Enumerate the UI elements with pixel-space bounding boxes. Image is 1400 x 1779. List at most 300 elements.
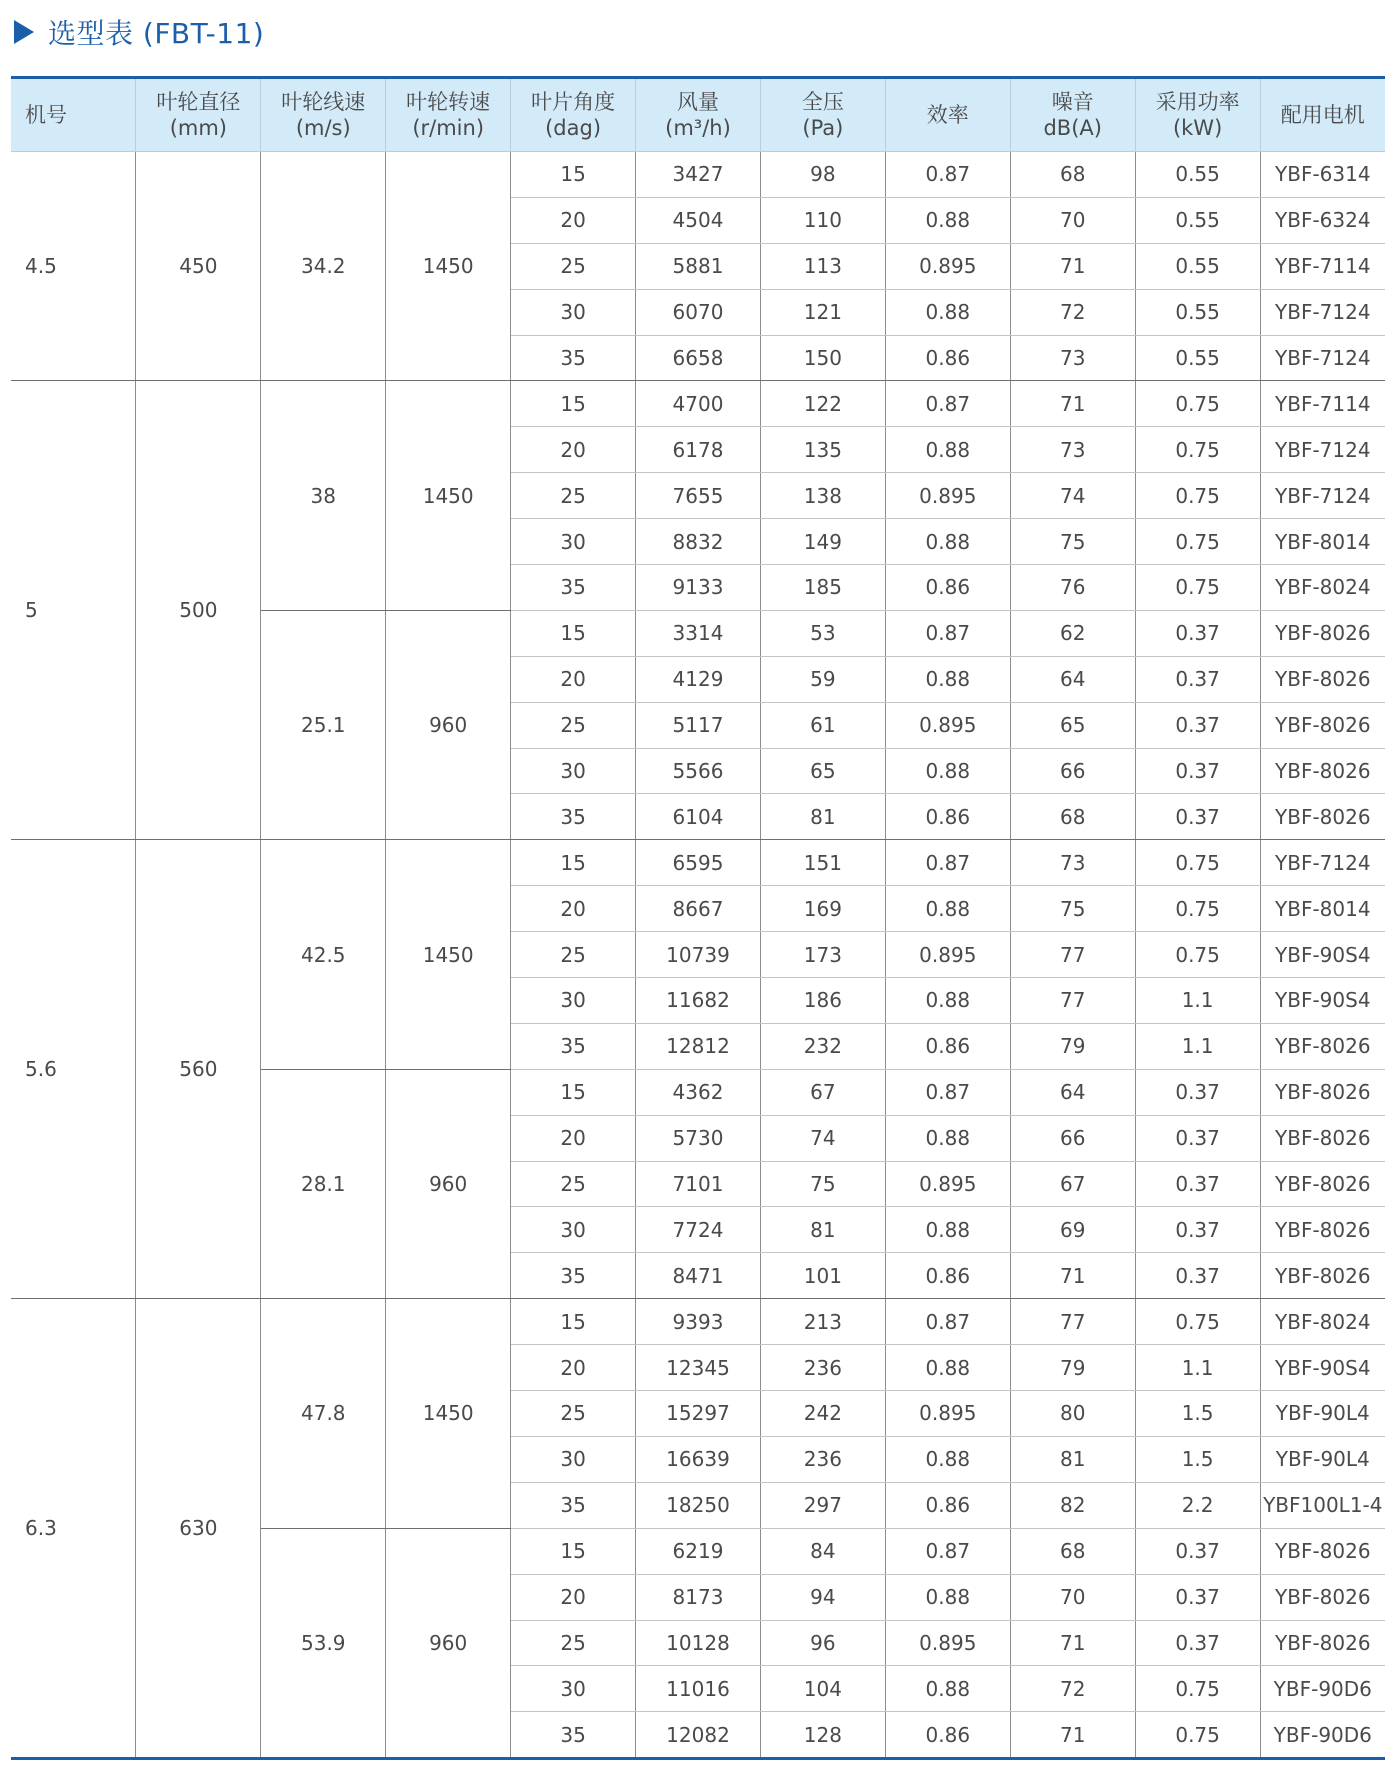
power-cell: 0.37 <box>1135 1115 1260 1161</box>
column-header-name: 噪音 <box>1051 90 1094 114</box>
efficiency-cell: 0.86 <box>885 1023 1010 1069</box>
total-pressure-cell: 213 <box>760 1299 885 1345</box>
impeller-linear-speed-cell: 42.5 <box>261 840 386 1069</box>
power-cell: 1.1 <box>1135 1023 1260 1069</box>
motor-cell: YBF-8026 <box>1260 1207 1385 1253</box>
blade-angle-cell: 20 <box>511 886 636 932</box>
impeller-linear-speed-cell: 25.1 <box>261 610 386 839</box>
impeller-diameter-cell: 500 <box>136 381 261 840</box>
efficiency-cell: 0.895 <box>885 1620 1010 1666</box>
noise-cell: 74 <box>1010 473 1135 519</box>
column-header-unit: (r/min) <box>412 116 485 140</box>
efficiency-cell: 0.88 <box>885 886 1010 932</box>
blade-angle-cell: 30 <box>511 519 636 565</box>
triangle-bullet-icon <box>14 20 34 44</box>
noise-cell: 72 <box>1010 1666 1135 1712</box>
air-volume-cell: 5566 <box>636 748 761 794</box>
air-volume-cell: 4700 <box>636 381 761 427</box>
total-pressure-cell: 122 <box>760 381 885 427</box>
noise-cell: 71 <box>1010 381 1135 427</box>
blade-angle-cell: 20 <box>511 1115 636 1161</box>
noise-cell: 79 <box>1010 1023 1135 1069</box>
blade-angle-cell: 20 <box>511 427 636 473</box>
air-volume-cell: 10739 <box>636 932 761 978</box>
impeller-rpm-cell: 1450 <box>386 840 511 1069</box>
model-number-cell: 6.3 <box>11 1299 136 1759</box>
impeller-diameter-cell: 450 <box>136 152 261 381</box>
total-pressure-cell: 236 <box>760 1345 885 1391</box>
blade-angle-cell: 35 <box>511 1712 636 1759</box>
noise-cell: 77 <box>1010 978 1135 1024</box>
blade-angle-cell: 20 <box>511 656 636 702</box>
selection-table <box>11 76 1385 1760</box>
blade-angle-cell: 30 <box>511 1207 636 1253</box>
column-header-unit: (Pa) <box>802 116 844 140</box>
total-pressure-cell: 67 <box>760 1069 885 1115</box>
air-volume-cell: 16639 <box>636 1436 761 1482</box>
noise-cell: 68 <box>1010 794 1135 840</box>
noise-cell: 75 <box>1010 519 1135 565</box>
motor-cell: YBF-8026 <box>1260 1161 1385 1207</box>
column-header <box>885 78 1010 152</box>
motor-cell: YBF-8014 <box>1260 886 1385 932</box>
efficiency-cell: 0.87 <box>885 610 1010 656</box>
blade-angle-cell: 25 <box>511 932 636 978</box>
power-cell: 0.75 <box>1135 565 1260 611</box>
table-row <box>11 1299 1385 1345</box>
power-cell: 0.37 <box>1135 702 1260 748</box>
blade-angle-cell: 15 <box>511 1069 636 1115</box>
noise-cell: 75 <box>1010 886 1135 932</box>
efficiency-cell: 0.895 <box>885 473 1010 519</box>
power-cell: 0.37 <box>1135 794 1260 840</box>
efficiency-cell: 0.86 <box>885 794 1010 840</box>
motor-cell: YBF-8026 <box>1260 656 1385 702</box>
column-header-name: 配用电机 <box>1280 103 1365 127</box>
total-pressure-cell: 128 <box>760 1712 885 1759</box>
blade-angle-cell: 25 <box>511 1391 636 1437</box>
motor-cell: YBF-8026 <box>1260 1620 1385 1666</box>
total-pressure-cell: 121 <box>760 289 885 335</box>
noise-cell: 64 <box>1010 1069 1135 1115</box>
air-volume-cell: 4504 <box>636 197 761 243</box>
blade-angle-cell: 30 <box>511 748 636 794</box>
motor-cell: YBF-8026 <box>1260 702 1385 748</box>
column-header <box>136 78 261 152</box>
motor-cell: YBF-7124 <box>1260 473 1385 519</box>
blade-angle-cell: 30 <box>511 1666 636 1712</box>
total-pressure-cell: 135 <box>760 427 885 473</box>
air-volume-cell: 6219 <box>636 1528 761 1574</box>
total-pressure-cell: 61 <box>760 702 885 748</box>
power-cell: 0.37 <box>1135 1620 1260 1666</box>
column-header-name: 采用功率 <box>1155 90 1240 114</box>
blade-angle-cell: 35 <box>511 335 636 381</box>
blade-angle-cell: 15 <box>511 1528 636 1574</box>
efficiency-cell: 0.87 <box>885 1069 1010 1115</box>
noise-cell: 70 <box>1010 197 1135 243</box>
power-cell: 0.37 <box>1135 1253 1260 1299</box>
blade-angle-cell: 25 <box>511 702 636 748</box>
air-volume-cell: 12812 <box>636 1023 761 1069</box>
noise-cell: 71 <box>1010 243 1135 289</box>
total-pressure-cell: 84 <box>760 1528 885 1574</box>
noise-cell: 64 <box>1010 656 1135 702</box>
efficiency-cell: 0.88 <box>885 1666 1010 1712</box>
noise-cell: 67 <box>1010 1161 1135 1207</box>
air-volume-cell: 8667 <box>636 886 761 932</box>
noise-cell: 72 <box>1010 289 1135 335</box>
power-cell: 0.75 <box>1135 1712 1260 1759</box>
motor-cell: YBF-8026 <box>1260 748 1385 794</box>
impeller-linear-speed-cell: 47.8 <box>261 1299 386 1528</box>
blade-angle-cell: 25 <box>511 473 636 519</box>
column-header-unit: (m/s) <box>295 116 351 140</box>
total-pressure-cell: 94 <box>760 1574 885 1620</box>
blade-angle-cell: 35 <box>511 565 636 611</box>
total-pressure-cell: 138 <box>760 473 885 519</box>
air-volume-cell: 3427 <box>636 152 761 198</box>
total-pressure-cell: 81 <box>760 794 885 840</box>
power-cell: 1.1 <box>1135 1345 1260 1391</box>
blade-angle-cell: 20 <box>511 1574 636 1620</box>
efficiency-cell: 0.88 <box>885 519 1010 565</box>
impeller-linear-speed-cell: 53.9 <box>261 1528 386 1758</box>
motor-cell: YBF-90S4 <box>1260 978 1385 1024</box>
table-row <box>11 381 1385 427</box>
noise-cell: 71 <box>1010 1712 1135 1759</box>
air-volume-cell: 6070 <box>636 289 761 335</box>
efficiency-cell: 0.87 <box>885 1528 1010 1574</box>
total-pressure-cell: 149 <box>760 519 885 565</box>
total-pressure-cell: 53 <box>760 610 885 656</box>
power-cell: 0.75 <box>1135 886 1260 932</box>
noise-cell: 68 <box>1010 1528 1135 1574</box>
column-header-unit: (mm) <box>169 116 228 140</box>
blade-angle-cell: 35 <box>511 1482 636 1528</box>
motor-cell: YBF-7124 <box>1260 335 1385 381</box>
motor-cell: YBF-90L4 <box>1260 1436 1385 1482</box>
total-pressure-cell: 110 <box>760 197 885 243</box>
total-pressure-cell: 242 <box>760 1391 885 1437</box>
total-pressure-cell: 65 <box>760 748 885 794</box>
noise-cell: 62 <box>1010 610 1135 656</box>
impeller-diameter-cell: 560 <box>136 840 261 1299</box>
noise-cell: 80 <box>1010 1391 1135 1437</box>
column-header-name: 叶轮线速 <box>281 90 366 114</box>
motor-cell: YBF-8024 <box>1260 565 1385 611</box>
efficiency-cell: 0.88 <box>885 656 1010 702</box>
noise-cell: 69 <box>1010 1207 1135 1253</box>
total-pressure-cell: 173 <box>760 932 885 978</box>
noise-cell: 82 <box>1010 1482 1135 1528</box>
motor-cell: YBF-90D6 <box>1260 1666 1385 1712</box>
power-cell: 1.5 <box>1135 1391 1260 1437</box>
column-header <box>760 78 885 152</box>
column-header-unit: dB(A) <box>1043 116 1102 140</box>
air-volume-cell: 10128 <box>636 1620 761 1666</box>
efficiency-cell: 0.86 <box>885 335 1010 381</box>
efficiency-cell: 0.895 <box>885 1391 1010 1437</box>
air-volume-cell: 5881 <box>636 243 761 289</box>
column-header-name: 叶轮直径 <box>156 90 241 114</box>
column-header-name: 效率 <box>926 103 969 127</box>
total-pressure-cell: 101 <box>760 1253 885 1299</box>
column-header <box>1010 78 1135 152</box>
motor-cell: YBF-8026 <box>1260 610 1385 656</box>
noise-cell: 70 <box>1010 1574 1135 1620</box>
blade-angle-cell: 25 <box>511 1161 636 1207</box>
power-cell: 0.55 <box>1135 335 1260 381</box>
blade-angle-cell: 35 <box>511 1253 636 1299</box>
efficiency-cell: 0.86 <box>885 1482 1010 1528</box>
column-header <box>386 78 511 152</box>
impeller-rpm-cell: 1450 <box>386 152 511 381</box>
column-header <box>636 78 761 152</box>
power-cell: 1.5 <box>1135 1436 1260 1482</box>
column-header-unit: (dag) <box>545 116 602 140</box>
air-volume-cell: 8832 <box>636 519 761 565</box>
column-header <box>11 78 136 152</box>
total-pressure-cell: 169 <box>760 886 885 932</box>
motor-cell: YBF-8026 <box>1260 1528 1385 1574</box>
table-row <box>11 152 1385 198</box>
blade-angle-cell: 20 <box>511 1345 636 1391</box>
total-pressure-cell: 113 <box>760 243 885 289</box>
total-pressure-cell: 185 <box>760 565 885 611</box>
power-cell: 0.37 <box>1135 1069 1260 1115</box>
air-volume-cell: 9133 <box>636 565 761 611</box>
efficiency-cell: 0.88 <box>885 427 1010 473</box>
selection-table-container <box>11 76 1385 1760</box>
impeller-linear-speed-cell: 28.1 <box>261 1069 386 1298</box>
section-heading <box>14 12 264 52</box>
power-cell: 0.75 <box>1135 840 1260 886</box>
motor-cell: YBF-7124 <box>1260 840 1385 886</box>
blade-angle-cell: 15 <box>511 610 636 656</box>
air-volume-cell: 8471 <box>636 1253 761 1299</box>
power-cell: 0.75 <box>1135 381 1260 427</box>
power-cell: 0.37 <box>1135 1528 1260 1574</box>
power-cell: 0.75 <box>1135 519 1260 565</box>
air-volume-cell: 12082 <box>636 1712 761 1759</box>
air-volume-cell: 11682 <box>636 978 761 1024</box>
column-header <box>1260 78 1385 152</box>
motor-cell: YBF-90S4 <box>1260 932 1385 978</box>
efficiency-cell: 0.88 <box>885 197 1010 243</box>
motor-cell: YBF-90D6 <box>1260 1712 1385 1759</box>
efficiency-cell: 0.895 <box>885 243 1010 289</box>
column-header-name: 叶片角度 <box>531 90 616 114</box>
power-cell: 0.55 <box>1135 152 1260 198</box>
efficiency-cell: 0.86 <box>885 1253 1010 1299</box>
column-header-unit: (kW) <box>1172 116 1223 140</box>
blade-angle-cell: 35 <box>511 794 636 840</box>
column-header-name: 叶轮转速 <box>406 90 491 114</box>
noise-cell: 77 <box>1010 932 1135 978</box>
air-volume-cell: 15297 <box>636 1391 761 1437</box>
power-cell: 0.55 <box>1135 243 1260 289</box>
total-pressure-cell: 96 <box>760 1620 885 1666</box>
efficiency-cell: 0.88 <box>885 1436 1010 1482</box>
motor-cell: YBF-7124 <box>1260 289 1385 335</box>
impeller-rpm-cell: 960 <box>386 1069 511 1298</box>
air-volume-cell: 4362 <box>636 1069 761 1115</box>
power-cell: 0.75 <box>1135 473 1260 519</box>
total-pressure-cell: 236 <box>760 1436 885 1482</box>
column-header-unit: (m³/h) <box>665 116 731 140</box>
air-volume-cell: 8173 <box>636 1574 761 1620</box>
efficiency-cell: 0.86 <box>885 565 1010 611</box>
model-number-cell: 4.5 <box>11 152 136 381</box>
total-pressure-cell: 59 <box>760 656 885 702</box>
total-pressure-cell: 232 <box>760 1023 885 1069</box>
blade-angle-cell: 15 <box>511 1299 636 1345</box>
blade-angle-cell: 35 <box>511 1023 636 1069</box>
impeller-rpm-cell: 1450 <box>386 1299 511 1528</box>
blade-angle-cell: 30 <box>511 978 636 1024</box>
efficiency-cell: 0.87 <box>885 840 1010 886</box>
motor-cell: YBF-90L4 <box>1260 1391 1385 1437</box>
column-header-name: 全压 <box>801 90 844 114</box>
power-cell: 0.37 <box>1135 1161 1260 1207</box>
total-pressure-cell: 150 <box>760 335 885 381</box>
total-pressure-cell: 81 <box>760 1207 885 1253</box>
motor-cell: YBF-7114 <box>1260 243 1385 289</box>
total-pressure-cell: 297 <box>760 1482 885 1528</box>
blade-angle-cell: 15 <box>511 381 636 427</box>
column-header-name: 风量 <box>676 90 719 114</box>
power-cell: 0.37 <box>1135 1574 1260 1620</box>
impeller-rpm-cell: 960 <box>386 1528 511 1758</box>
motor-cell: YBF-6314 <box>1260 152 1385 198</box>
motor-cell: YBF-8026 <box>1260 794 1385 840</box>
column-header <box>1135 78 1260 152</box>
efficiency-cell: 0.88 <box>885 1345 1010 1391</box>
air-volume-cell: 6595 <box>636 840 761 886</box>
impeller-linear-speed-cell: 34.2 <box>261 152 386 381</box>
motor-cell: YBF-8026 <box>1260 1574 1385 1620</box>
motor-cell: YBF-8026 <box>1260 1253 1385 1299</box>
total-pressure-cell: 98 <box>760 152 885 198</box>
noise-cell: 66 <box>1010 1115 1135 1161</box>
impeller-rpm-cell: 960 <box>386 610 511 839</box>
noise-cell: 73 <box>1010 427 1135 473</box>
model-number-cell: 5 <box>11 381 136 840</box>
power-cell: 0.75 <box>1135 932 1260 978</box>
air-volume-cell: 5117 <box>636 702 761 748</box>
noise-cell: 68 <box>1010 152 1135 198</box>
noise-cell: 73 <box>1010 335 1135 381</box>
air-volume-cell: 6178 <box>636 427 761 473</box>
total-pressure-cell: 151 <box>760 840 885 886</box>
model-number-cell: 5.6 <box>11 840 136 1299</box>
noise-cell: 76 <box>1010 565 1135 611</box>
motor-cell: YBF-6324 <box>1260 197 1385 243</box>
motor-cell: YBF100L1-4 <box>1260 1482 1385 1528</box>
air-volume-cell: 7101 <box>636 1161 761 1207</box>
table-row <box>11 840 1385 886</box>
power-cell: 0.75 <box>1135 1299 1260 1345</box>
power-cell: 0.55 <box>1135 197 1260 243</box>
motor-cell: YBF-90S4 <box>1260 1345 1385 1391</box>
air-volume-cell: 18250 <box>636 1482 761 1528</box>
power-cell: 0.75 <box>1135 427 1260 473</box>
noise-cell: 65 <box>1010 702 1135 748</box>
efficiency-cell: 0.86 <box>885 1712 1010 1759</box>
efficiency-cell: 0.88 <box>885 748 1010 794</box>
efficiency-cell: 0.88 <box>885 289 1010 335</box>
efficiency-cell: 0.88 <box>885 1207 1010 1253</box>
motor-cell: YBF-7114 <box>1260 381 1385 427</box>
efficiency-cell: 0.88 <box>885 1115 1010 1161</box>
noise-cell: 73 <box>1010 840 1135 886</box>
noise-cell: 79 <box>1010 1345 1135 1391</box>
efficiency-cell: 0.88 <box>885 978 1010 1024</box>
noise-cell: 71 <box>1010 1620 1135 1666</box>
air-volume-cell: 7655 <box>636 473 761 519</box>
noise-cell: 66 <box>1010 748 1135 794</box>
air-volume-cell: 7724 <box>636 1207 761 1253</box>
column-header-name: 机号 <box>25 103 67 127</box>
air-volume-cell: 5730 <box>636 1115 761 1161</box>
blade-angle-cell: 20 <box>511 197 636 243</box>
power-cell: 2.2 <box>1135 1482 1260 1528</box>
efficiency-cell: 0.895 <box>885 702 1010 748</box>
efficiency-cell: 0.895 <box>885 932 1010 978</box>
efficiency-cell: 0.87 <box>885 152 1010 198</box>
motor-cell: YBF-7124 <box>1260 427 1385 473</box>
motor-cell: YBF-8014 <box>1260 519 1385 565</box>
power-cell: 0.37 <box>1135 1207 1260 1253</box>
total-pressure-cell: 104 <box>760 1666 885 1712</box>
column-header <box>511 78 636 152</box>
air-volume-cell: 3314 <box>636 610 761 656</box>
air-volume-cell: 11016 <box>636 1666 761 1712</box>
total-pressure-cell: 74 <box>760 1115 885 1161</box>
page-title: 选型表 (FBT-11) <box>48 17 265 50</box>
air-volume-cell: 6658 <box>636 335 761 381</box>
noise-cell: 81 <box>1010 1436 1135 1482</box>
air-volume-cell: 4129 <box>636 656 761 702</box>
impeller-linear-speed-cell: 38 <box>261 381 386 610</box>
air-volume-cell: 9393 <box>636 1299 761 1345</box>
power-cell: 0.55 <box>1135 289 1260 335</box>
air-volume-cell: 6104 <box>636 794 761 840</box>
efficiency-cell: 0.87 <box>885 1299 1010 1345</box>
efficiency-cell: 0.88 <box>885 1574 1010 1620</box>
power-cell: 1.1 <box>1135 978 1260 1024</box>
power-cell: 0.37 <box>1135 748 1260 794</box>
impeller-rpm-cell: 1450 <box>386 381 511 610</box>
table-header-row <box>11 78 1385 152</box>
blade-angle-cell: 25 <box>511 1620 636 1666</box>
motor-cell: YBF-8026 <box>1260 1023 1385 1069</box>
blade-angle-cell: 30 <box>511 289 636 335</box>
total-pressure-cell: 75 <box>760 1161 885 1207</box>
noise-cell: 71 <box>1010 1253 1135 1299</box>
blade-angle-cell: 25 <box>511 243 636 289</box>
noise-cell: 77 <box>1010 1299 1135 1345</box>
blade-angle-cell: 15 <box>511 840 636 886</box>
power-cell: 0.37 <box>1135 610 1260 656</box>
power-cell: 0.37 <box>1135 656 1260 702</box>
power-cell: 0.75 <box>1135 1666 1260 1712</box>
motor-cell: YBF-8024 <box>1260 1299 1385 1345</box>
efficiency-cell: 0.895 <box>885 1161 1010 1207</box>
air-volume-cell: 12345 <box>636 1345 761 1391</box>
motor-cell: YBF-8026 <box>1260 1115 1385 1161</box>
